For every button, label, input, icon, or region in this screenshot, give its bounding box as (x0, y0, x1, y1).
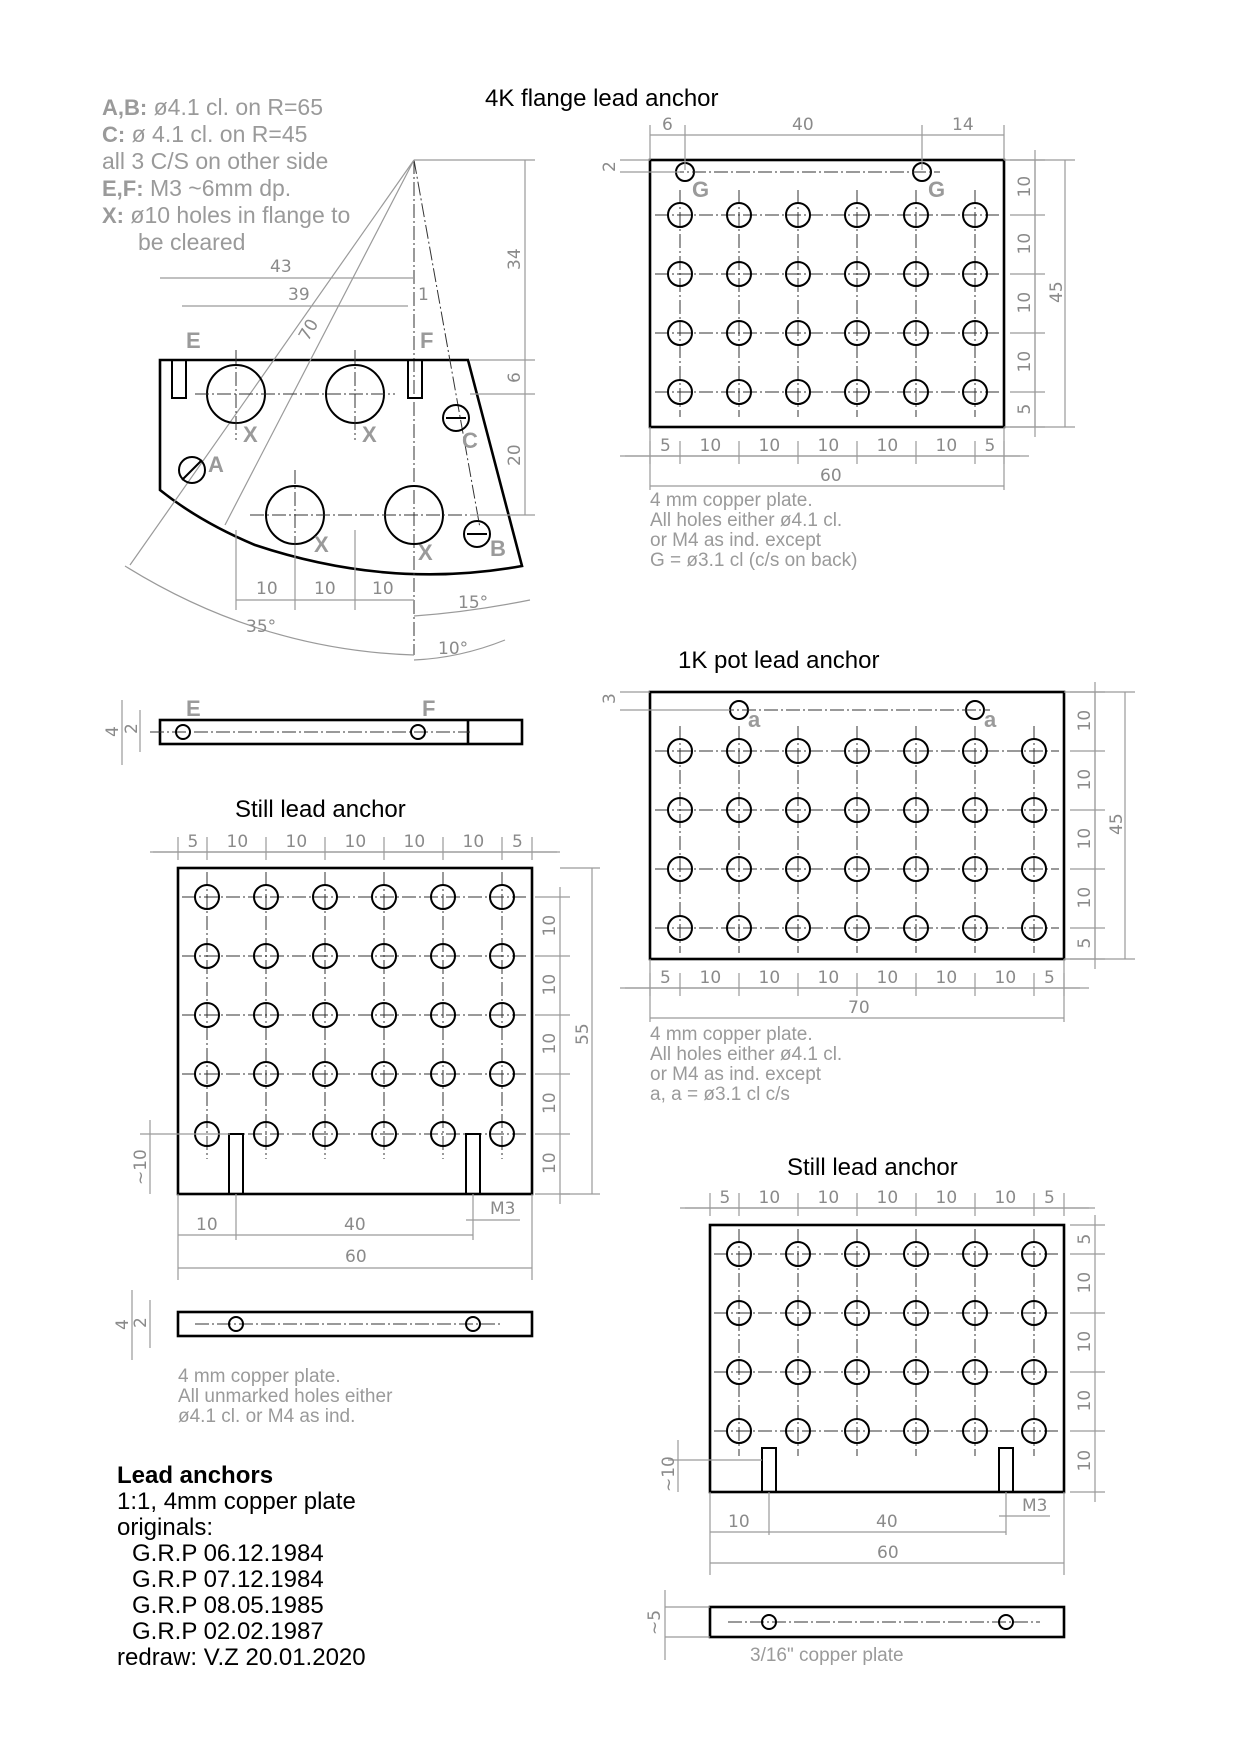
note-line: or M4 as ind. except (650, 530, 822, 551)
dim-value: 10 (540, 914, 560, 937)
dim-40: 40 (344, 1215, 366, 1235)
note-line: 4 mm copper plate. (650, 1024, 813, 1045)
dim-20: 20 (505, 444, 525, 466)
dim-value: 10 (817, 436, 840, 456)
flange-note-5: X: ø10 holes in flange to (102, 202, 351, 228)
still-2-hole-grid (714, 1229, 1059, 1456)
dim-value: 10 (935, 436, 958, 456)
dim-value: 10 (699, 968, 722, 988)
flange-side-view (103, 696, 522, 765)
dim-10: 10 (372, 579, 394, 599)
label-x: X (243, 422, 258, 447)
label-a: a (748, 707, 761, 732)
note-line: All holes either ø4.1 cl. (650, 510, 843, 531)
plate-4k-bottom-dims (625, 436, 1029, 464)
still-1-view (113, 796, 600, 1427)
still-2-note: 3/16" copper plate (750, 1645, 904, 1666)
side-dim-2: 2 (131, 1317, 151, 1328)
dim-55: 55 (573, 1023, 593, 1045)
dim-value: 10 (344, 832, 367, 852)
dim-60: 60 (345, 1247, 367, 1267)
flange-notes (102, 94, 350, 255)
dim-value: 5 (660, 968, 671, 988)
dim-value: 10 (540, 1032, 560, 1055)
note-line: G = ø3.1 cl (c/s on back) (650, 550, 858, 571)
label-x: X (314, 532, 329, 557)
dim-value: 10 (540, 973, 560, 996)
flange-note-1: A,B: ø4.1 cl. on R=65 (102, 94, 324, 120)
dim-value: 10 (817, 1188, 840, 1208)
dim-value: 10 (1075, 1271, 1095, 1294)
dim-10: 10 (728, 1512, 750, 1532)
note-line: All holes either ø4.1 cl. (650, 1044, 843, 1065)
dim-value: 10 (994, 1188, 1017, 1208)
plate-1k-notes (650, 1024, 842, 1105)
dim-3: 3 (600, 693, 620, 704)
dim-value: 10 (1015, 175, 1035, 198)
plate-4k-notes (650, 490, 858, 571)
label-a: A (208, 452, 224, 477)
title-block-heading: Lead anchors (117, 1462, 274, 1489)
dim-45: 45 (1047, 281, 1067, 303)
dim-45: 45 (1107, 813, 1127, 835)
dim-10deg: 10° (438, 639, 469, 659)
dim-6: 6 (662, 115, 673, 135)
title-block-line: originals: (117, 1514, 214, 1541)
dim-value: 5 (1044, 1188, 1055, 1208)
dim-value: 10 (1075, 768, 1095, 791)
label-g: G (928, 177, 946, 202)
label-f: F (420, 328, 434, 353)
dim-value: 10 (1075, 1389, 1095, 1412)
dim-m3: M3 (490, 1199, 516, 1219)
side-dim-5: ~5 (645, 1609, 665, 1635)
plate-1k-view (600, 647, 1135, 1105)
plate-4k-right-dims (1010, 150, 1045, 437)
title-block-line: G.R.P 06.12.1984 (132, 1540, 324, 1567)
m3-tapped-hole (999, 1448, 1013, 1492)
dim-value: 10 (226, 832, 249, 852)
flange-view (102, 85, 719, 765)
dim-10: 10 (196, 1215, 218, 1235)
dim-60: 60 (877, 1543, 899, 1563)
dim-35deg: 35° (246, 617, 277, 637)
title-block (117, 1462, 366, 1671)
side-dim-4: 4 (103, 726, 123, 737)
label-x: X (362, 422, 377, 447)
dim-10: 10 (314, 579, 336, 599)
side-label-f: F (422, 696, 436, 721)
note-line: ø4.1 cl. or M4 as ind. (178, 1406, 356, 1427)
dim-40: 40 (792, 115, 814, 135)
dim-value: 10 (403, 832, 426, 852)
flange-note-6: be cleared (138, 229, 246, 255)
dim-value: 10 (758, 436, 781, 456)
dim-10: 10 (256, 579, 278, 599)
title-block-line: 1:1, 4mm copper plate (117, 1488, 356, 1515)
dim-1: 1 (418, 285, 429, 305)
dim-value: 10 (876, 1188, 899, 1208)
dim-value: 10 (1075, 1449, 1095, 1472)
plate-1k-title: 1K pot lead anchor (678, 647, 880, 674)
dim-value: 10 (1075, 1330, 1095, 1353)
note-line: All unmarked holes either (178, 1386, 393, 1407)
side-label-e: E (186, 696, 201, 721)
dim-m3: M3 (1022, 1496, 1048, 1516)
still-1-right-dims (535, 887, 570, 1204)
dim-tilde-10: ~10 (659, 1456, 679, 1492)
dim-tilde-10: ~10 (131, 1149, 151, 1185)
still-2-title: Still lead anchor (787, 1154, 958, 1181)
dim-34: 34 (505, 248, 525, 270)
dim-value: 10 (994, 968, 1017, 988)
dim-value: 10 (1075, 827, 1095, 850)
still-1-outline (178, 868, 532, 1194)
still-2-view (645, 1154, 1105, 1666)
dim-value: 10 (758, 968, 781, 988)
dim-value: 5 (660, 436, 671, 456)
dim-14: 14 (952, 115, 974, 135)
dim-value: 10 (540, 1092, 560, 1114)
label-e: E (186, 328, 201, 353)
flange-note-3: all 3 C/S on other side (102, 148, 329, 174)
dim-value: 10 (758, 1188, 781, 1208)
label-g: G (692, 177, 710, 202)
dim-39: 39 (288, 285, 310, 305)
label-x: X (418, 540, 433, 565)
note-line: 4 mm copper plate. (650, 490, 813, 511)
side-dim-2: 2 (122, 723, 142, 734)
dim-value: 5 (1075, 937, 1095, 949)
dim-value: 10 (1015, 291, 1035, 314)
still-2-outline (710, 1225, 1064, 1492)
dim-value: 5 (187, 832, 199, 852)
dim-2: 2 (600, 161, 620, 172)
x-holes (195, 350, 520, 560)
dim-value: 10 (699, 436, 722, 456)
dim-value: 10 (935, 968, 958, 988)
title-block-line: redraw: V.Z 20.01.2020 (117, 1644, 366, 1671)
dim-value: 10 (540, 1152, 560, 1174)
title-block-line: G.R.P 07.12.1984 (132, 1566, 324, 1593)
dim-value: 10 (935, 1188, 958, 1208)
dim-value: 10 (876, 968, 899, 988)
label-a: a (984, 707, 997, 732)
dim-70: 70 (295, 315, 324, 345)
dim-value: 10 (462, 832, 485, 852)
dim-15deg: 15° (458, 593, 489, 613)
dim-value: 10 (817, 968, 840, 988)
plate-4k-view (600, 115, 1075, 571)
dim-6: 6 (505, 372, 525, 383)
still-1-notes (178, 1366, 393, 1427)
dim-value: 10 (1075, 886, 1095, 909)
title-block-line: G.R.P 08.05.1985 (132, 1592, 324, 1619)
title-block-line: G.R.P 02.02.1987 (132, 1618, 324, 1645)
still-2-right-dims (1070, 1215, 1105, 1502)
label-b: B (490, 536, 506, 561)
dim-60: 60 (820, 466, 842, 486)
still-1-top-dims (153, 832, 557, 860)
flange-note-2: C: ø 4.1 cl. on R=45 (102, 121, 308, 147)
still-2-top-dims (685, 1188, 1089, 1216)
dim-value: 10 (1015, 350, 1035, 373)
m3-tapped-hole (762, 1448, 776, 1492)
plate-1k-hole-grid (655, 726, 1059, 953)
dim-value: 10 (876, 436, 899, 456)
label-c: C (462, 428, 478, 453)
still-1-title: Still lead anchor (235, 796, 406, 823)
dim-value: 5 (1044, 968, 1055, 988)
still-1-dimensions (131, 852, 600, 1280)
dim-40: 40 (876, 1512, 898, 1532)
dim-value: 5 (984, 436, 996, 456)
plate-1k-right-dims (1070, 682, 1105, 969)
dim-value: 10 (1075, 709, 1095, 732)
flange-title: 4K flange lead anchor (485, 85, 719, 112)
still-1-hole-grid (182, 872, 527, 1159)
f-tapped-hole (408, 360, 422, 398)
flange-note-4: E,F: M3 ~6mm dp. (102, 175, 292, 201)
note-line: a, a = ø3.1 cl c/s (650, 1084, 790, 1105)
dim-value: 5 (1015, 403, 1035, 415)
m3-tapped-hole (229, 1134, 243, 1194)
plate-4k-hole-grid (655, 190, 1000, 417)
side-dim-4: 4 (113, 1319, 133, 1330)
e-tapped-hole (172, 360, 186, 398)
dim-43: 43 (270, 257, 292, 277)
dim-value: 10 (285, 832, 308, 852)
still-1-side-view (113, 1290, 532, 1360)
dim-value: 5 (719, 1188, 731, 1208)
dim-value: 10 (1015, 232, 1035, 255)
plate-1k-bottom-dims (625, 968, 1089, 996)
note-line: or M4 as ind. except (650, 1064, 822, 1085)
note-line: 4 mm copper plate. (178, 1366, 341, 1387)
dim-70: 70 (848, 998, 870, 1018)
dim-value: 5 (512, 832, 523, 852)
dim-value: 5 (1075, 1233, 1095, 1245)
m3-tapped-hole (466, 1134, 480, 1194)
still-2-dimensions (659, 1208, 1095, 1575)
